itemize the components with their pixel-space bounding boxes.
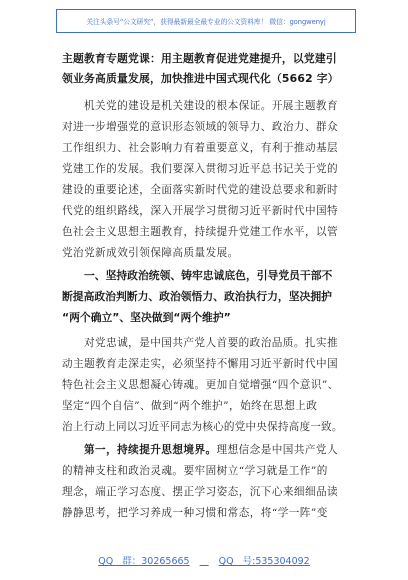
paragraph-1-line: 党治党新成效引领保障高质量发展。: [62, 247, 239, 259]
paragraph-3-line: [84, 440, 370, 460]
paragraph-1-line: 色社会主义思想主题教育，持续提升党建工作水平，以管: [62, 226, 339, 238]
section-heading-line-2: 断提高政治判断力、政治领悟力、政治执行力，坚决拥护: [62, 290, 332, 303]
paragraph-2-line: 治上行动上同以习近平同志为核心的党中央保持高度一致。: [62, 421, 343, 433]
paragraph-3-line: 的精神支柱和政治灵魂。要牢固树立“学习就是工作”的: [62, 465, 328, 477]
section-heading-line-3: “两个确立”、坚决做到“两个维护”: [62, 311, 231, 324]
footer-contacts: [0, 553, 408, 567]
paragraph-1-line: 代党的组织路线，深入开展学习贯彻习近平新时代中国特: [62, 205, 339, 217]
paragraph-1-line: 机关党的建设是机关建设的根本保证。开展主题教育: [84, 100, 339, 112]
qq-group: QQ 群：30265665: [98, 556, 190, 567]
document-title-line-2: 领业务高质量发展，加快推进中国式现代化（5662 字）: [62, 72, 339, 85]
paragraph-2-line: 对党忠诚，是中国共产党人首要的政治品质。扎实推: [84, 337, 339, 349]
paragraph-1-line: 党建工作的发展。我们要深入贯彻习近平总书记关于党的: [62, 163, 339, 175]
qq-number: QQ 号:535304092: [218, 556, 310, 567]
paragraph-1-line: 建设的重要论述，全面落实新时代党的建设总要求和新时: [62, 184, 339, 196]
promo-banner: 关注头条号“公文研究”，获得最新最全最专业的公文资料库！ 微信：gongwenyj: [56, 9, 356, 33]
subsection-lead: 第一，持续提升思想境界。: [84, 444, 217, 456]
paragraph-2-line: 坚定“四个自信”、做到“两个维护”，始终在思想上政: [62, 400, 318, 412]
paragraph-3-text: 理想信念是中国共产党人: [216, 444, 339, 456]
paragraph-3-line: 理念，端正学习态度、摆正学习姿态，沉下心来细细品读: [62, 486, 339, 498]
section-heading-line-1: 一、坚持政治统领、铸牢忠诚底色，引导党员干部不: [84, 269, 333, 282]
paragraph-1-line: 对进一步增强党的意识形态领域的领导力、政治力、群众: [62, 121, 339, 133]
paragraph-3-line: 静静思考，把学习养成一种习惯和常态，将“学一阵”变: [62, 507, 328, 519]
paragraph-2-line: 动主题教育走深走实，必须坚持不懈用习近平新时代中国: [62, 358, 339, 370]
paragraph-2-line: 特色社会主义思想凝心铸魂。更加自觉增强“四个意识”、: [62, 379, 339, 391]
paragraph-1-line: 工作组织力、社会影响力有着重要意义，有利于推动基层: [62, 142, 339, 154]
document-title-line-1: 主题教育专题党课：用主题教育促进党建提升，以党建引: [62, 52, 337, 65]
